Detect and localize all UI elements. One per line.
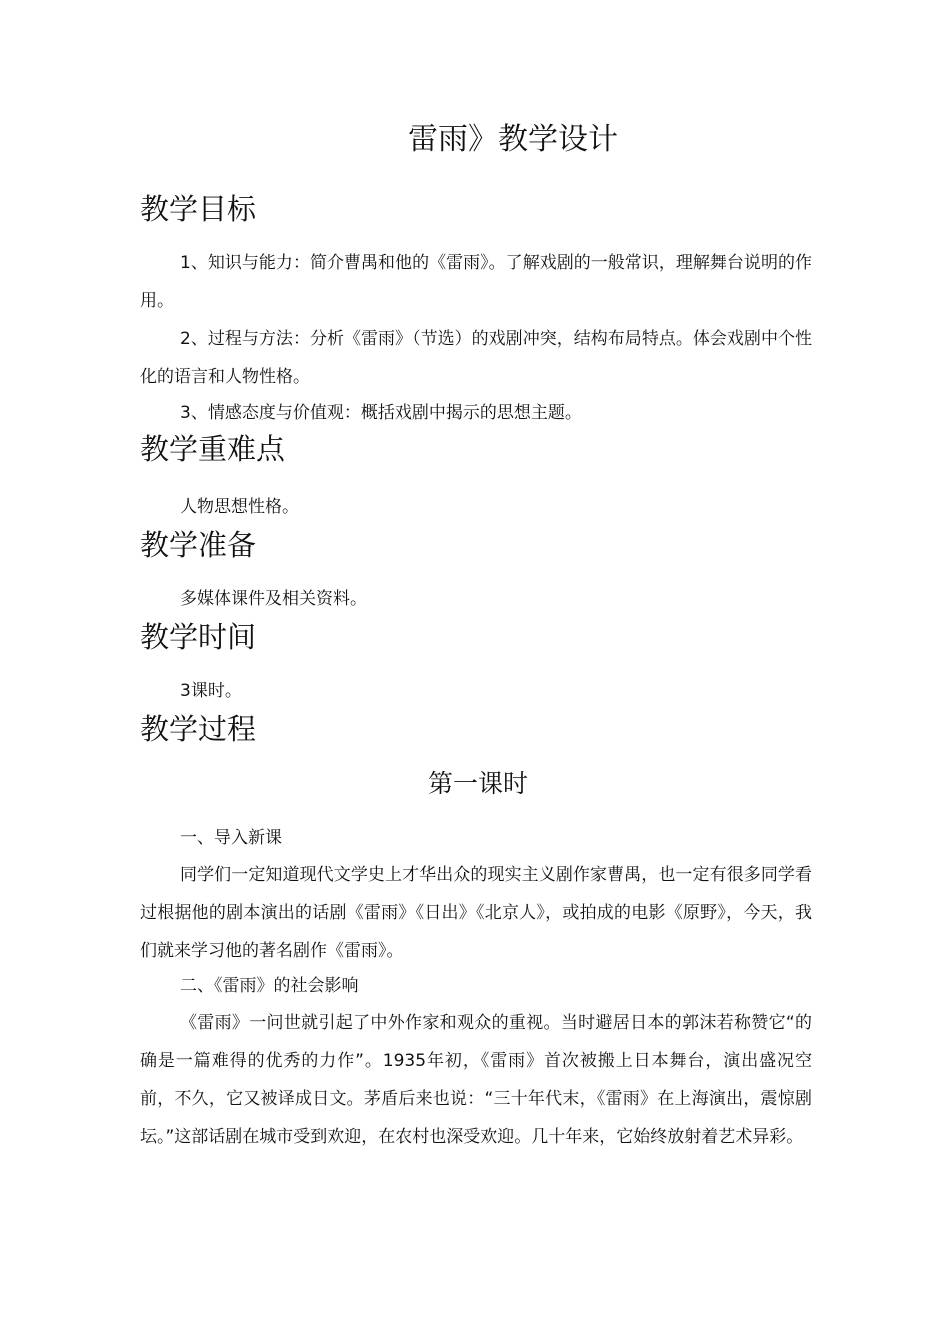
- objective-item-2: 2、过程与方法：分析《雷雨》（节选）的戏剧冲突，结构布局特点。体会戏剧中个性化的语言和人物性格。: [140, 329, 812, 387]
- objective-item-1: 1、知识与能力：简介曹禺和他的《雷雨》。了解戏剧的一般常识，理解舞台说明的作用。: [140, 253, 812, 311]
- heading-time: 教学时间: [140, 620, 257, 654]
- heading-objectives: 教学目标: [140, 192, 257, 226]
- lesson-title: 第一课时: [427, 769, 528, 798]
- key-points-text: 人物思想性格。: [180, 497, 299, 517]
- time-text: 3课时。: [180, 681, 242, 701]
- objective-item-3: 3、情感态度与价值观：概括戏剧中揭示的思想主题。: [180, 403, 582, 423]
- part1-heading: 一、导入新课: [180, 828, 282, 848]
- heading-key-points: 教学重难点: [140, 432, 286, 466]
- heading-preparation: 教学准备: [140, 528, 257, 562]
- preparation-text: 多媒体课件及相关资料。: [180, 589, 367, 609]
- part1-text: 同学们一定知道现代文学史上才华出众的现实主义剧作家曹禺，也一定有很多同学看过根据他的剧本演出的话剧《雷雨》《日出》《北京人》，或拍成的电影《原野》，今天，我们就来学习他的著名剧作《雷雨》。: [140, 865, 812, 961]
- heading-process: 教学过程: [140, 712, 257, 746]
- part2-text: 《雷雨》一问世就引起了中外作家和观众的重视。当时避居日本的郭沫若称赞它“的确是一篇难得的优秀的力作”。1935年初，《雷雨》首次被搬上日本舞台，演出盛况空前，不久，它又被译成日文。茅盾后来也说：“三十年代末，《雷雨》在上海演出，震惊剧坛。”这部话剧在城市受到欢迎，在农村也深受欢迎。几十年来，它始终放射着艺术异彩。: [140, 1013, 812, 1147]
- part2-heading: 二、《雷雨》的社会影响: [180, 976, 359, 996]
- document-title: 雷雨》教学设计: [408, 122, 618, 157]
